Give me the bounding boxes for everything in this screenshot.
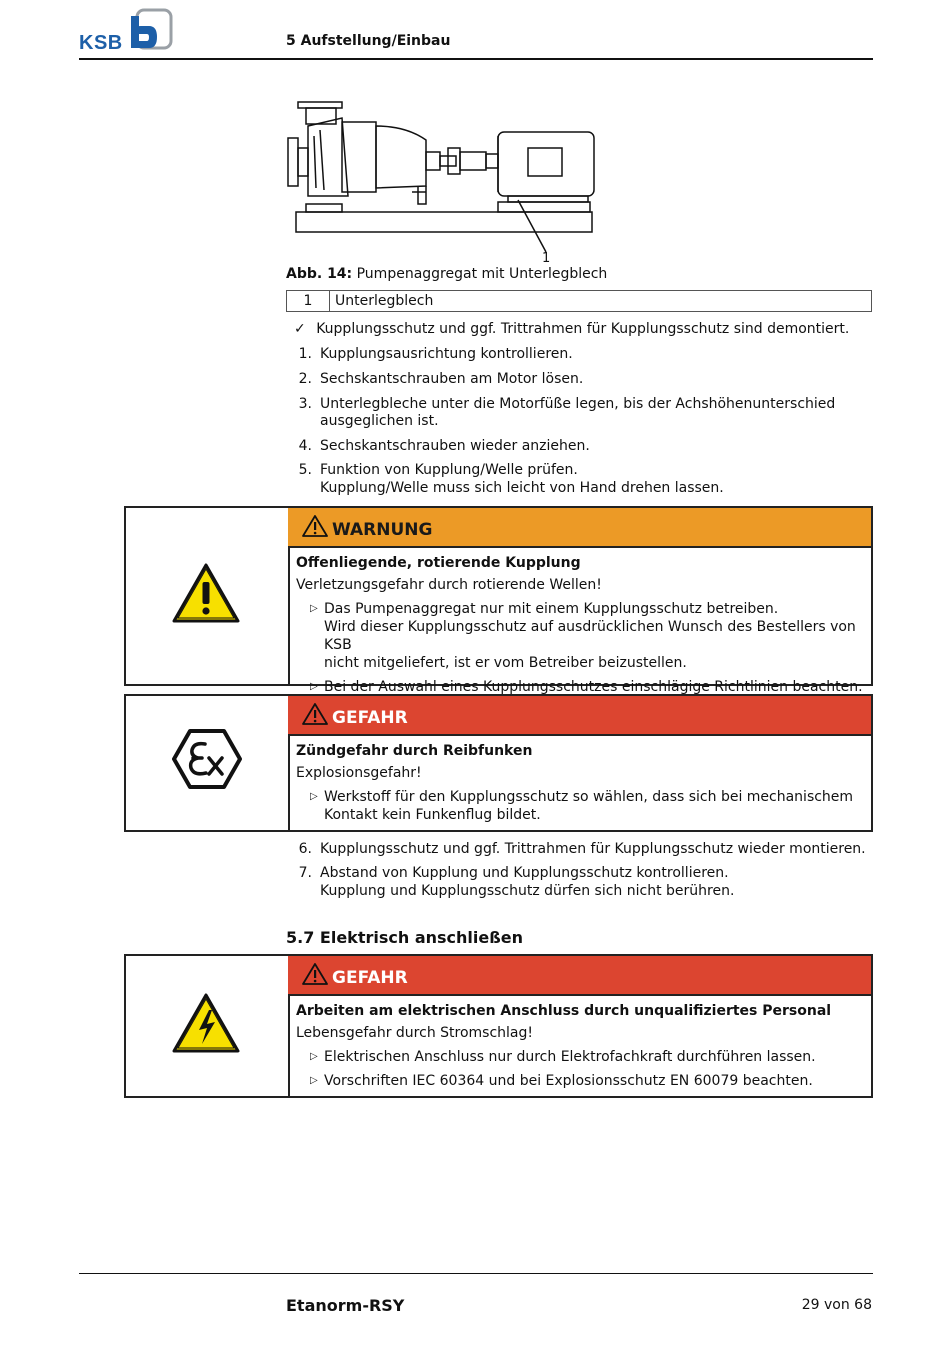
precondition (294, 320, 849, 338)
warning-triangle-icon (302, 702, 328, 726)
warning-body (296, 554, 863, 696)
step-number: 6. (298, 841, 312, 857)
measure-text: Das Pumpenaggregat nur mit einem Kupplungsschutz betreiben. (324, 601, 779, 617)
hazard-consequence: Explosionsgefahr! (296, 765, 422, 781)
electrical-voltage-icon (171, 992, 241, 1054)
signal-word: GEFAHR (332, 968, 408, 988)
electrical-symbol-cell (126, 956, 290, 1096)
measure-text: Bei der Auswahl eines Kupplungsschutzes einschlägige Richtlinien beachten. (324, 679, 863, 695)
step-text: Kupplungsschutz und ggf. Trittrahmen für Kupplungsschutz wieder montieren. (320, 841, 866, 857)
hazard-title: Zündgefahr durch Reibfunken (296, 743, 533, 759)
caption-text: Pumpenaggregat mit Unterlegblech (356, 266, 608, 282)
precondition-text: Kupplungsschutz und ggf. Trittrahmen für Kupplungsschutz sind demontiert. (316, 321, 850, 337)
danger-body (296, 742, 863, 824)
step-text: Sechskantschrauben am Motor lösen. (320, 371, 584, 387)
logo-text: KSB (79, 32, 123, 54)
bullet-arrow-icon: ▷ (310, 1075, 318, 1086)
step-number: 3. (298, 396, 312, 412)
legend-text: Unterlegblech (335, 293, 434, 309)
figure-caption (286, 266, 607, 282)
measure-text: Wird dieser Kupplungsschutz auf ausdrücklichen Wunsch des Bestellers von KSB (324, 619, 856, 653)
caption-label: Abb. 14: (286, 266, 353, 282)
legend-table (286, 290, 872, 312)
step-text: Abstand von Kupplung und Kupplungsschutz kontrollieren. (320, 865, 729, 881)
step-text: Kupplungsausrichtung kontrollieren. (320, 346, 573, 362)
check-icon: ✓ (294, 321, 306, 337)
measure-item (296, 788, 863, 824)
running-header: 5 Aufstellung/Einbau (286, 33, 451, 49)
hazard-title: Offenliegende, rotierende Kupplung (296, 555, 581, 571)
general-warning-icon (171, 562, 241, 624)
danger-header (288, 956, 871, 996)
step-text-cont: Kupplung und Kupplungsschutz dürfen sich nicht berühren. (320, 883, 735, 899)
signal-word: GEFAHR (332, 708, 408, 728)
hazard-consequence: Verletzungsgefahr durch rotierende Wellen! (296, 577, 602, 593)
danger-body (296, 1002, 863, 1090)
warning-header (288, 508, 871, 548)
product-name: Etanorm-RSY (286, 1296, 405, 1315)
bullet-arrow-icon: ▷ (310, 681, 318, 692)
ksb-logo-mark (127, 8, 175, 52)
header-rule (79, 58, 873, 60)
step-text: Funktion von Kupplung/Welle prüfen. (320, 462, 578, 478)
danger-box-explosion (124, 694, 873, 832)
warning-triangle-icon (302, 514, 328, 538)
explosion-protection-icon (172, 728, 242, 790)
measure-item (296, 600, 863, 672)
warning-box (124, 506, 873, 695)
step-number: 7. (298, 865, 312, 881)
footer-rule (79, 1273, 873, 1274)
hazard-consequence: Lebensgefahr durch Stromschlag! (296, 1025, 534, 1041)
ex-symbol-cell (126, 696, 290, 830)
step-number: 2. (298, 371, 312, 387)
step-text-cont: Kupplung/Welle muss sich leicht von Hand drehen lassen. (320, 480, 724, 496)
measure-item (296, 1072, 863, 1090)
danger-box-electrical (124, 954, 873, 1098)
bullet-arrow-icon: ▷ (310, 603, 318, 614)
measure-text: Kontakt kein Funkenflug bildet. (324, 807, 541, 823)
step-text: Sechskantschrauben wieder anziehen. (320, 438, 590, 454)
measure-text: nicht mitgeliefert, ist er vom Betreiber beizustellen. (324, 655, 687, 671)
pump-unit-figure (286, 96, 598, 262)
bullet-arrow-icon: ▷ (310, 1051, 318, 1062)
legend-number: 1 (287, 291, 330, 311)
figure-callout: 1 (542, 251, 551, 262)
step-number: 5. (298, 462, 312, 478)
step-text: Unterlegbleche unter die Motorfüße legen, bis der Achshöhenunterschied (320, 396, 836, 412)
page-number: 29 von 68 (801, 1297, 872, 1313)
hazard-title: Arbeiten am elektrischen Anschluss durch unqualifiziertes Personal (296, 1003, 832, 1019)
warning-triangle-icon (302, 962, 328, 986)
ksb-logo (79, 8, 179, 54)
warning-symbol-cell (126, 508, 290, 684)
danger-header (288, 696, 871, 736)
measure-text: Werkstoff für den Kupplungsschutz so wählen, dass sich bei mechanischem (324, 789, 854, 805)
measure-item (296, 1048, 863, 1066)
step-text-cont: ausgeglichen ist. (320, 413, 439, 429)
step-number: 4. (298, 438, 312, 454)
measure-text: Vorschriften IEC 60364 und bei Explosionsschutz EN 60079 beachten. (324, 1073, 813, 1089)
step-number: 1. (298, 346, 312, 362)
bullet-arrow-icon: ▷ (310, 791, 318, 802)
signal-word: WARNUNG (332, 520, 433, 540)
measure-text: Elektrischen Anschluss nur durch Elektrofachkraft durchführen lassen. (324, 1049, 816, 1065)
section-heading: 5.7 Elektrisch anschließen (286, 928, 523, 947)
